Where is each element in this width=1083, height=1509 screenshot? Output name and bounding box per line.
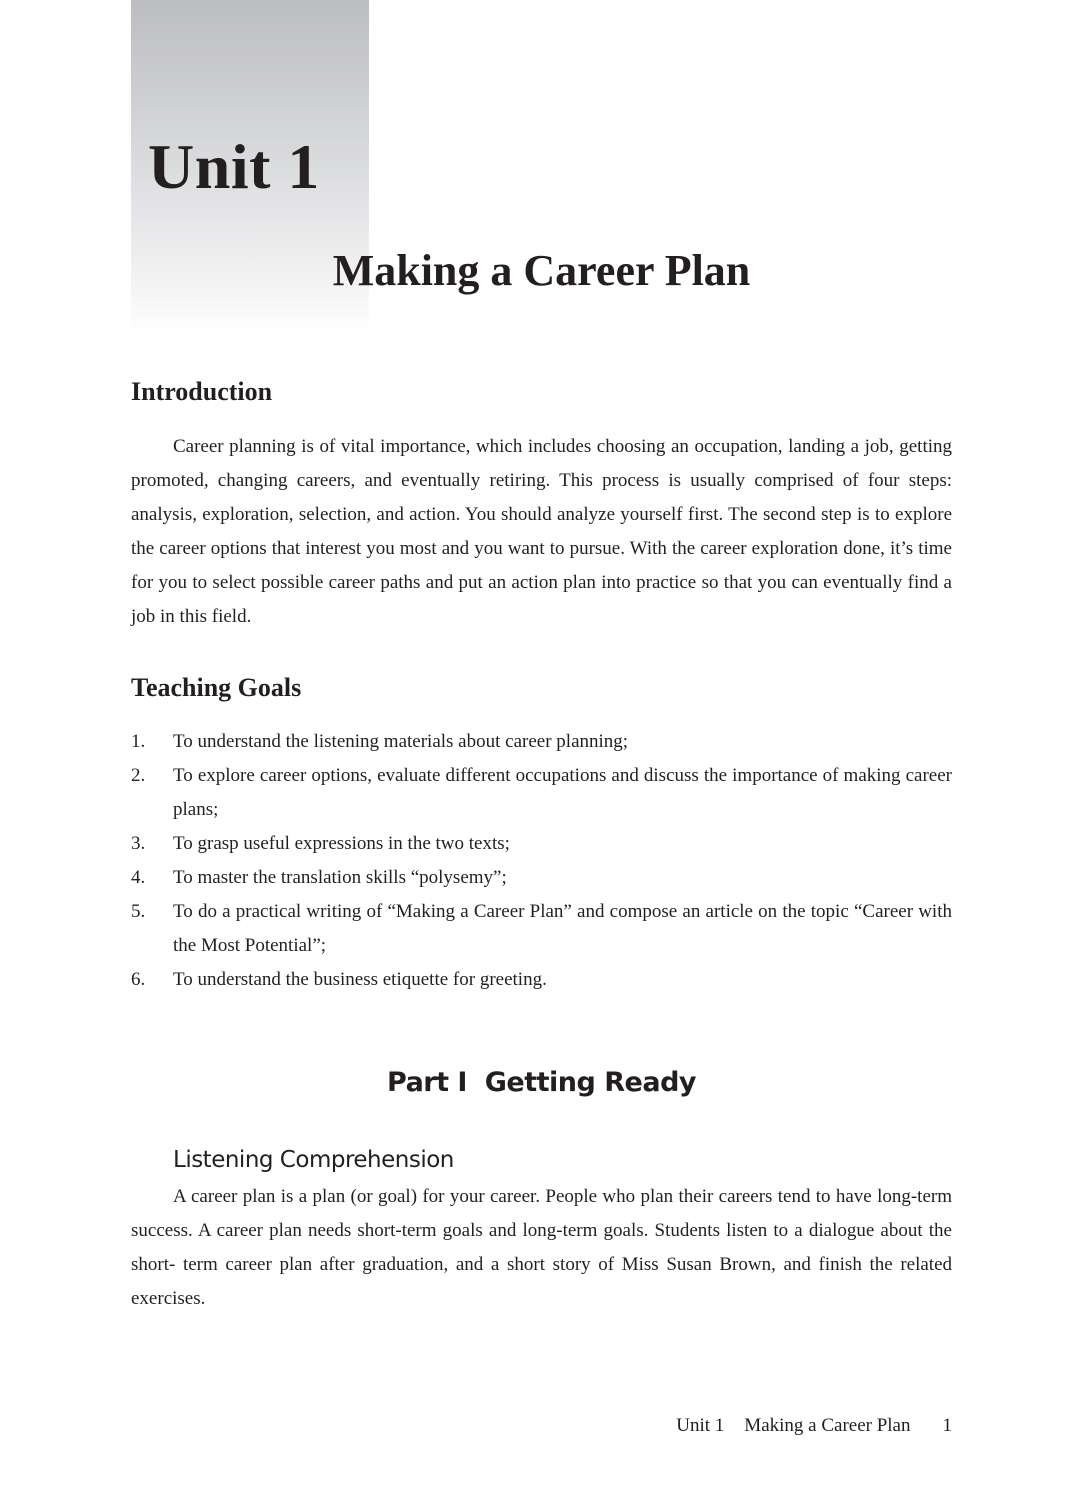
page-number: 1 <box>942 1415 952 1436</box>
page-footer <box>676 1412 952 1440</box>
goal-text: To explore career options, evaluate different occupations and discuss the importance of making career plans; <box>173 765 952 820</box>
footer-unit: Unit 1 <box>676 1415 725 1436</box>
part-heading: Part I Getting Ready <box>387 1067 696 1098</box>
unit-label: Unit 1 <box>148 131 320 202</box>
goal-item <box>131 827 952 861</box>
introduction-paragraph: Career planning is of vital importance, which includes choosing an occupation, landing a job, getting promoted, changing careers, and eventually retiring. This process is usually comprised of four steps: analysis, exploration, selection, and action. You should analyze yourself first. The second step is to explore the career options that interest you most and you want to pursue. With the career exploration done, it’s time for you to select possible career paths and put an action plan into practice so that you can eventually find a job in this field. <box>131 436 952 627</box>
introduction-heading: Introduction <box>131 377 273 406</box>
goal-text: To do a practical writing of “Making a Career Plan” and compose an article on the topic “Career with the Most Potential”; <box>173 901 952 956</box>
goal-number: 1. <box>131 731 146 752</box>
goal-text: To grasp useful expressions in the two texts; <box>173 833 510 854</box>
teaching-goals-heading: Teaching Goals <box>131 673 302 702</box>
listening-paragraph: A career plan is a plan (or goal) for your career. People who plan their careers tend to have long-term success. A career plan needs short-term goals and long-term goals. Students listen to a dialogue about the short- term career plan after graduation, and a short story of Miss Susan Brown, and finish the related exercises. <box>131 1186 952 1309</box>
goal-item <box>131 895 952 963</box>
listening-heading: Listening Comprehension <box>173 1147 454 1173</box>
teaching-goals-list <box>131 725 952 997</box>
goal-item <box>131 861 952 895</box>
goal-number: 5. <box>131 901 146 922</box>
goal-item <box>131 725 952 759</box>
goal-text: To understand the business etiquette for greeting. <box>173 969 547 990</box>
goal-number: 3. <box>131 833 146 854</box>
goal-number: 2. <box>131 765 146 786</box>
goal-item <box>131 963 952 997</box>
goal-item <box>131 759 952 827</box>
unit-title: Making a Career Plan <box>332 246 751 295</box>
goal-text: To understand the listening materials about career planning; <box>173 731 629 752</box>
goal-text: To master the translation skills “polysemy”; <box>173 867 507 888</box>
goal-number: 4. <box>131 867 146 888</box>
footer-title: Making a Career Plan <box>744 1415 911 1436</box>
goal-number: 6. <box>131 969 146 990</box>
